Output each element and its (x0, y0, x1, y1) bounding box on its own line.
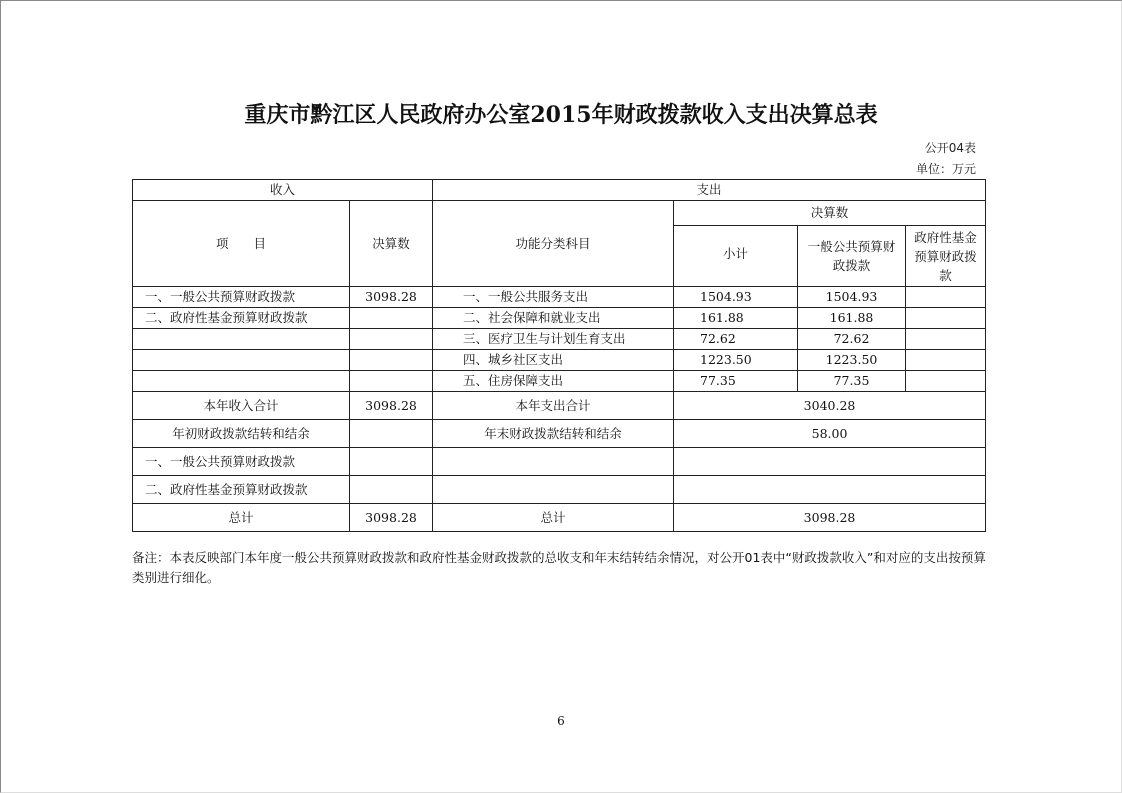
expense-fund (906, 308, 986, 329)
expense-header: 支出 (433, 180, 986, 201)
end-carry-amount: 58.00 (674, 420, 986, 448)
final-amount-header: 决算数 (350, 201, 433, 287)
expense-subtotal: 1223.50 (674, 350, 798, 371)
table-code: 公开04表 (924, 141, 976, 155)
year-expense-amount: 3040.28 (674, 392, 986, 420)
year-income-amount: 3098.28 (350, 392, 433, 420)
carry-fund-row (133, 476, 986, 504)
income-amount (350, 308, 433, 329)
expense-general: 72.62 (798, 329, 906, 350)
grand-expense-amount: 3098.28 (674, 504, 986, 532)
general-budget-header: 一般公共预算财政拨款 (798, 226, 906, 287)
expense-subtotal: 77.35 (674, 371, 798, 392)
grand-income-label: 总计 (133, 504, 350, 532)
grand-total-row (133, 504, 986, 532)
expense-fund (906, 371, 986, 392)
income-item: 二、政府性基金预算财政拨款 (133, 308, 350, 329)
income-header: 收入 (133, 180, 433, 201)
carry-general-expense (433, 448, 674, 476)
func-class-header: 功能分类科目 (433, 201, 674, 287)
expense-item: 三、医疗卫生与计划生育支出 (433, 329, 674, 350)
carry-fund-expense-amount (674, 476, 986, 504)
expense-item: 一、一般公共服务支出 (433, 287, 674, 308)
expense-item: 二、社会保障和就业支出 (433, 308, 674, 329)
table-row (133, 308, 986, 329)
subtotal-header-top (674, 226, 798, 247)
expense-subtotal: 161.88 (674, 308, 798, 329)
table-row (133, 329, 986, 350)
begin-carry-amount (350, 420, 433, 448)
expense-general: 161.88 (798, 308, 906, 329)
gov-fund-header: 政府性基金预算财政拨款 (906, 226, 986, 287)
year-income-label: 本年收入合计 (133, 392, 350, 420)
page-title: 重庆市黔江区人民政府办公室2015年财政拨款收入支出决算总表 (244, 102, 878, 128)
income-item: 一、一般公共预算财政拨款 (133, 287, 350, 308)
carry-general-row (133, 448, 986, 476)
footnote: 备注：本表反映部门本年度一般公共预算财政拨款和政府性基金财政拨款的总收支和年末结转结余情况，对公开01表中“财政拨款收入”和对应的支出按预算类别进行细化。 (132, 550, 986, 585)
year-total-row (133, 392, 986, 420)
income-item (133, 350, 350, 371)
carry-general-expense-amount (674, 448, 986, 476)
budget-table (132, 179, 986, 532)
expense-general: 77.35 (798, 371, 906, 392)
income-amount (350, 350, 433, 371)
end-carry-label: 年末财政拨款结转和结余 (433, 420, 674, 448)
expense-fund (906, 329, 986, 350)
carry-general-amount (350, 448, 433, 476)
begin-carry-label: 年初财政拨款结转和结余 (133, 420, 350, 448)
year-expense-label: 本年支出合计 (433, 392, 674, 420)
expense-general: 1223.50 (798, 350, 906, 371)
subtotal-header: 小计 (674, 246, 798, 287)
item-header: 项 目 (133, 201, 350, 287)
carry-row (133, 420, 986, 448)
table-row (133, 371, 986, 392)
carry-fund-expense (433, 476, 674, 504)
carry-fund-amount (350, 476, 433, 504)
expense-fund (906, 350, 986, 371)
income-amount (350, 329, 433, 350)
grand-expense-label: 总计 (433, 504, 674, 532)
table-row (133, 350, 986, 371)
income-amount: 3098.28 (350, 287, 433, 308)
expense-general: 1504.93 (798, 287, 906, 308)
carry-fund-label: 二、政府性基金预算财政拨款 (133, 476, 350, 504)
expense-subtotal: 72.62 (674, 329, 798, 350)
income-item (133, 329, 350, 350)
expense-fund (906, 287, 986, 308)
final-amount-header-2: 决算数 (674, 201, 986, 226)
expense-item: 四、城乡社区支出 (433, 350, 674, 371)
carry-general-label: 一、一般公共预算财政拨款 (133, 448, 350, 476)
unit-label: 单位：万元 (915, 162, 976, 176)
income-amount (350, 371, 433, 392)
grand-income-amount: 3098.28 (350, 504, 433, 532)
expense-subtotal: 1504.93 (674, 287, 798, 308)
expense-item: 五、住房保障支出 (433, 371, 674, 392)
table-row (133, 287, 986, 308)
page-number: 6 (557, 714, 565, 728)
income-item (133, 371, 350, 392)
